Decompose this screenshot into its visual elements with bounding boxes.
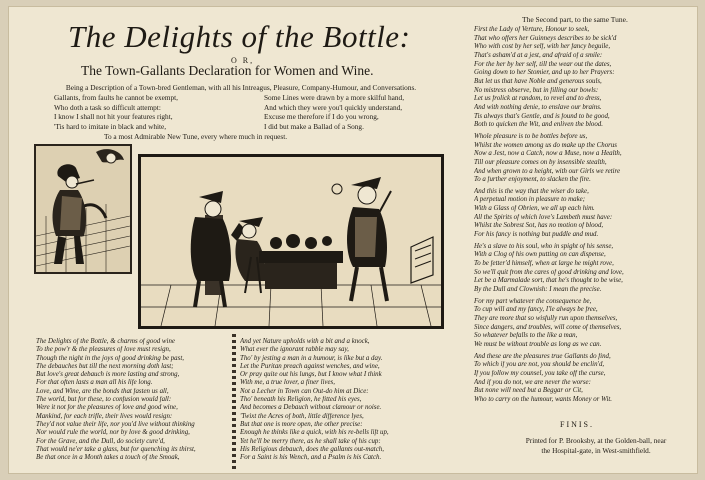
verse-line: For the Grave, and the Dull, do society cure'd, (36, 437, 165, 445)
verse-line: 'Tis hard to imitate in black and white, (54, 121, 167, 131)
verse-line: A perpetual motion in pleasure to make; (474, 196, 585, 204)
first-part (26, 12, 446, 472)
imprint-line: the Hospital-gate, in West-smithfield. (541, 445, 651, 455)
verse-line: And with nothing denie, to enslave our brains. (474, 103, 602, 111)
verse-line: Tis always that's Gentle, and is found to be good, (474, 112, 610, 120)
verse-line: To a further enjoyment, to slacken the fire. (474, 176, 591, 184)
verse-line: Who doth a task so difficult attempt: (54, 102, 161, 112)
verse-line: Whilst the Sobrest Sot, has no motion of blood, (474, 222, 604, 230)
verse-line: I did but make a Ballad of a Song. (264, 121, 364, 131)
tune-line: To a most Admirable New Tune, every where much in request. (104, 132, 288, 141)
verse-line: 'Twixt the Acres of both, little difference lyes, (240, 412, 364, 420)
imprint-line: Printed for P. Brooksby, at the Golden-ball, near (525, 436, 667, 445)
verse-line: Since dangers, and troubles, will come of themselves, (474, 323, 622, 331)
verse-line: No mistress observe, but in filling our bowls: (474, 86, 599, 94)
verse-line: Till our pleasure comes on by insensible stealth, (474, 158, 607, 166)
ballad-title: The Delights of the Bottle: (68, 19, 411, 54)
verse-line: To cup will and my fancy, I'le always be free, (474, 306, 598, 314)
verse-line: Now a Jest, now a Catch, now a Muse, now a Health, (474, 150, 622, 158)
verse-line: The Delights of the Bottle, & charms of good wine (36, 338, 175, 345)
verse-line: To be fetter'd himself, when at large he might rove, (474, 260, 614, 268)
intro-description: Being a Description of a Town-bred Gentleman, with all his Intreagus, Pleasure, Company-Humour, and Conversations. (65, 83, 417, 92)
verse-line: With a Glass of Obrien, we all up each him. (474, 205, 595, 213)
ballad-subtitle: The Town-Gallants Declaration for Women and Wine. (81, 63, 374, 78)
woodcut-smoker-image (34, 144, 132, 274)
woodcut-tavern-image (138, 154, 444, 329)
verse-line: His Religious debauch, does the gallants out-match, (240, 445, 384, 453)
verse-line: And yet Nature upholds with a bit and a knock, (240, 338, 370, 345)
verse-line: Excuse me therefore if I do you wrong, (264, 112, 379, 122)
imprint (496, 436, 696, 455)
verse-line: Who to carry on the humour, wants Money or Wit. (474, 395, 612, 403)
verse-line: And which they were you'l quickly understand, (264, 102, 403, 112)
verse-line: But none will need but a Beggar or Cit, (474, 387, 583, 395)
verse-line: Tho' by jesting a man in a humour, is like but a day. (240, 354, 383, 362)
second-part-verses (474, 26, 696, 405)
verse-line: Going down to her Stomier, and up to her Prayers: (474, 69, 615, 77)
verse-line: We must be without trouble as long as we can. (474, 340, 602, 348)
verse-line: That who offers her Guinneys describes to be sick'd (474, 34, 617, 42)
verse-line: Were it not for the pleasures of love and good wine, (36, 404, 178, 412)
verse-line: For a Saint is his Wench, and a Psalm is his Catch. (240, 454, 382, 462)
verse-line: Yet he'll be merry there, as he shall take of his cup: (240, 437, 381, 445)
verse-line: That would ne'er take a glass, but for quenching its thirst, (36, 445, 196, 453)
verse-line: To the pow'r & the pleasures of love must resign, (36, 346, 171, 354)
verse-line: So we'll quit from the cares of good drinking and love, (474, 268, 624, 276)
verse-line: The debauches but till the next morning doth last; (36, 362, 174, 370)
verse-line: Who with cost by her self, with her fancy beguile, (474, 43, 611, 51)
verse-line: Be that once in a Month takes a touch of the Smoak, (36, 454, 180, 462)
verse-line: For his fancy is nothing but puddle and mud. (474, 231, 599, 239)
verse-line: Some Lines were drawn by a more skilful hand, (264, 93, 405, 102)
verse-line: For the her by her self, till the wear out the dates, (474, 60, 612, 68)
verse-line: Though the night in the joys of good drinking be past, (36, 354, 184, 362)
verse-line: To which if you are not, you should be enclin'd, (474, 361, 605, 369)
verse-line: For my part whatever the consequence be, (474, 297, 592, 305)
verse-line: By the Dull and Clownish: I mean the precise. (474, 286, 602, 294)
verse-line: Whole pleasure is to be bottles before us, (474, 132, 588, 140)
verse-line: But that one is more open, the other precise: (240, 420, 363, 428)
verse-line: Not a Lecher in Town can Out-do him at Dice: (240, 387, 369, 395)
verse-line: And these are the pleasures true Gallants do find, (474, 352, 611, 360)
verse-line: He's a slave to his soul, who in spight of his sense, (474, 242, 614, 250)
intro-verse-right (264, 93, 404, 131)
second-part-heading: The Second part, to the same Tune. (522, 15, 628, 24)
verse-line: What ever the ignorant rabble may say, (240, 346, 349, 354)
verse-line: With me, a true lover, a finer lives, (240, 379, 335, 387)
verse-column-2 (240, 338, 440, 462)
verse-line: All the Spirits of which love's Lambeth must have: (474, 213, 613, 221)
verse-line: I know I shall not hit your features right, (54, 112, 173, 122)
verse-line: Tho' beneath his Religion, he fitted his eyes, (240, 396, 362, 404)
column-ornament-divider (232, 334, 236, 472)
verse-line: Enough he thinks like a quick, with his re-bells lift up, (240, 429, 389, 437)
intro-verse-left (54, 93, 178, 131)
verse-line: But love's great debauch is more lasting and strong, (36, 371, 180, 379)
verse-line: And becomes a Debauch without clamour or noise. (240, 404, 382, 412)
verse-line: Or pray quite out his lungs, but I know what I think (240, 371, 382, 379)
or-label: O R, (231, 56, 255, 65)
verse-line: Both to quicken the Wit, and enliven the blood. (474, 121, 603, 129)
finis-label: FINIS. (560, 420, 595, 429)
verse-line: Nor would rule the world, nor by love & good drinking, (36, 429, 190, 437)
verse-line: The world, but for these, to confusion would fall: (36, 396, 172, 404)
verse-line: They'd not value their life, nor you'd live without thinking (36, 420, 195, 428)
verse-line: Let be a Marmalade sort, that he's thought to be wise, (474, 277, 623, 285)
verse-line: So whatever befalls to the like a man, (474, 332, 578, 340)
verse-line: And if you do not, we are never the worse: (474, 378, 591, 386)
verse-line: If you follow my counsel, you take off the curse, (474, 369, 606, 377)
verse-line: Let the Puritan preach against wenches, and wine, (240, 362, 380, 370)
verse-line: For that often lasts a man all his life long. (36, 379, 153, 387)
verse-line: And this is the way that the wiser do take, (474, 187, 589, 195)
verse-line: With a Clog of his own putting on can dispense, (474, 251, 606, 259)
verse-line: But let us that have Noble and generous souls, (474, 77, 602, 85)
verse-line: They are more that so wisfully run upon themselves, (474, 315, 618, 322)
verse-line: Whilst the women among us do make up the Chorus (474, 141, 617, 149)
second-part (474, 12, 696, 472)
verse-line: And when grown to a height, with our Girls we retire (474, 167, 621, 175)
verse-line: First the Lady of Verture, Honour to seek, (474, 26, 590, 33)
broadside-sheet (8, 6, 698, 474)
verse-line: Gallants, from faults he cannot be exempt, (54, 93, 179, 102)
verse-line: That's asham'd at a jest, and afraid of a smile: (474, 51, 603, 59)
verse-line: Let us frolick at random, to revel and to dress, (474, 95, 602, 103)
verse-column-1 (36, 338, 236, 462)
verse-line: Mankind, for each trifle, their lives would resign: (36, 412, 173, 420)
verse-line: Love, and Wine, are the bonds that fasten us all, (36, 387, 169, 395)
